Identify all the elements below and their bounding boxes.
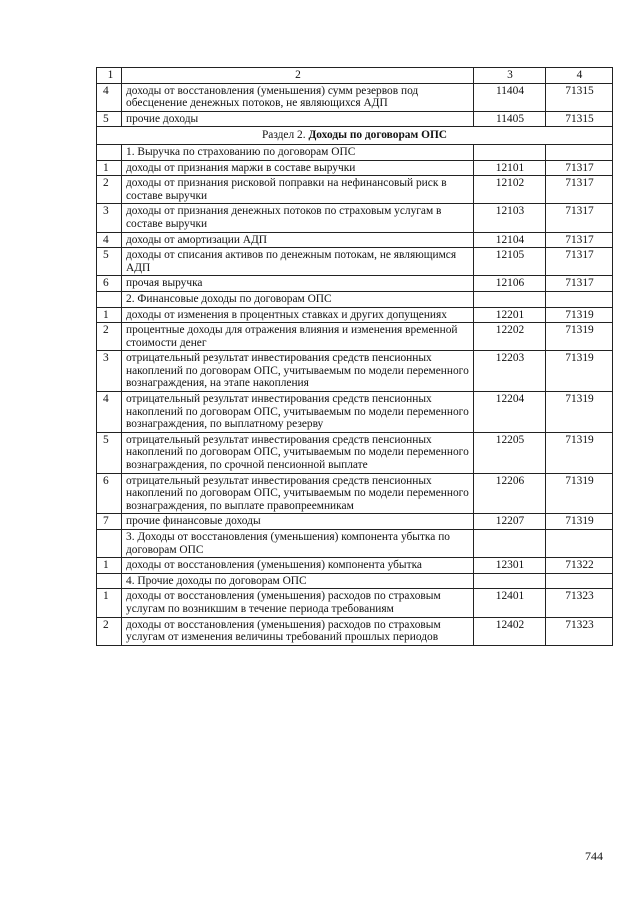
section-heading: Доходы по договорам ОПС bbox=[308, 129, 448, 142]
header-col-4: 4 bbox=[546, 68, 613, 84]
empty-cell bbox=[474, 144, 546, 160]
row-account: 71315 bbox=[546, 111, 613, 127]
row-description: доходы от амортизации АДП bbox=[122, 232, 474, 248]
row-number: 1 bbox=[97, 589, 122, 617]
table-row bbox=[97, 514, 613, 530]
table-row bbox=[97, 351, 613, 392]
row-number: 6 bbox=[97, 276, 122, 292]
row-account: 71319 bbox=[546, 323, 613, 351]
table-row bbox=[97, 276, 613, 292]
table-row bbox=[97, 176, 613, 204]
row-description: прочие доходы bbox=[122, 111, 474, 127]
row-number: 4 bbox=[97, 232, 122, 248]
row-account: 71319 bbox=[546, 514, 613, 530]
row-number: 3 bbox=[97, 351, 122, 392]
header-row bbox=[97, 68, 613, 84]
subsection-title: 3. Доходы от восстановления (уменьшения) компонента убытка по договорам ОПС bbox=[122, 530, 474, 558]
row-description: доходы от восстановления (уменьшения) сумм резервов под обесценение денежных потоков, не являющихся АДП bbox=[122, 83, 474, 111]
subsection-row bbox=[97, 144, 613, 160]
row-account: 71315 bbox=[546, 83, 613, 111]
row-number: 4 bbox=[97, 392, 122, 433]
empty-cell bbox=[474, 291, 546, 307]
row-description: прочие финансовые доходы bbox=[122, 514, 474, 530]
row-number: 1 bbox=[97, 558, 122, 574]
row-account: 71317 bbox=[546, 232, 613, 248]
row-account: 71317 bbox=[546, 176, 613, 204]
row-number: 3 bbox=[97, 204, 122, 232]
empty-cell bbox=[546, 144, 613, 160]
subsection-title: 1. Выручка по страхованию по договорам ОПС bbox=[122, 144, 474, 160]
row-account: 71319 bbox=[546, 432, 613, 473]
row-description: доходы от списания активов по денежным потокам, не являющимся АДП bbox=[122, 248, 474, 276]
row-account: 71317 bbox=[546, 160, 613, 176]
subsection-title: 2. Финансовые доходы по договорам ОПС bbox=[122, 291, 474, 307]
row-account: 71319 bbox=[546, 307, 613, 323]
empty-cell bbox=[97, 144, 122, 160]
row-code: 12101 bbox=[474, 160, 546, 176]
row-number: 1 bbox=[97, 307, 122, 323]
row-description: отрицательный результат инвестирования средств пенсионных накоплений по договорам ОПС, учитываемым по модели переменного вознаграждения, по выплате правопреемникам bbox=[122, 473, 474, 514]
row-account: 71317 bbox=[546, 204, 613, 232]
table-row bbox=[97, 432, 613, 473]
row-code: 12205 bbox=[474, 432, 546, 473]
empty-cell bbox=[546, 291, 613, 307]
row-code: 12105 bbox=[474, 248, 546, 276]
row-account: 71323 bbox=[546, 617, 613, 645]
row-account: 71317 bbox=[546, 276, 613, 292]
row-description: отрицательный результат инвестирования средств пенсионных накоплений по договорам ОПС, учитываемым по модели переменного вознаграждения, на этапе накопления bbox=[122, 351, 474, 392]
empty-cell bbox=[97, 530, 122, 558]
table-row bbox=[97, 248, 613, 276]
subsection-row bbox=[97, 573, 613, 589]
row-code: 12102 bbox=[474, 176, 546, 204]
row-code: 12104 bbox=[474, 232, 546, 248]
empty-cell bbox=[474, 530, 546, 558]
row-description: прочая выручка bbox=[122, 276, 474, 292]
table-row bbox=[97, 323, 613, 351]
table-row bbox=[97, 589, 613, 617]
row-description: доходы от признания рисковой поправки на нефинансовый риск в составе выручки bbox=[122, 176, 474, 204]
row-account: 71323 bbox=[546, 589, 613, 617]
row-code: 12401 bbox=[474, 589, 546, 617]
table-row bbox=[97, 558, 613, 574]
row-number: 5 bbox=[97, 248, 122, 276]
header-col-2: 2 bbox=[122, 68, 474, 84]
row-code: 11405 bbox=[474, 111, 546, 127]
section-row bbox=[97, 127, 613, 145]
row-code: 12103 bbox=[474, 204, 546, 232]
header-col-3: 3 bbox=[474, 68, 546, 84]
empty-cell bbox=[546, 573, 613, 589]
row-number: 4 bbox=[97, 83, 122, 111]
section-title bbox=[97, 127, 613, 145]
table-row bbox=[97, 111, 613, 127]
empty-cell bbox=[474, 573, 546, 589]
table-row bbox=[97, 204, 613, 232]
row-number: 5 bbox=[97, 432, 122, 473]
row-code: 12203 bbox=[474, 351, 546, 392]
row-account: 71322 bbox=[546, 558, 613, 574]
section-prefix: Раздел 2. bbox=[261, 129, 306, 142]
subsection-row bbox=[97, 530, 613, 558]
table-body bbox=[97, 68, 613, 646]
row-description: доходы от восстановления (уменьшения) компонента убытка bbox=[122, 558, 474, 574]
table-row bbox=[97, 473, 613, 514]
table-row bbox=[97, 160, 613, 176]
row-code: 12201 bbox=[474, 307, 546, 323]
row-number: 1 bbox=[97, 160, 122, 176]
subsection-row bbox=[97, 291, 613, 307]
row-code: 12202 bbox=[474, 323, 546, 351]
row-number: 2 bbox=[97, 323, 122, 351]
row-code: 12204 bbox=[474, 392, 546, 433]
empty-cell bbox=[97, 291, 122, 307]
empty-cell bbox=[97, 573, 122, 589]
row-account: 71317 bbox=[546, 248, 613, 276]
row-account: 71319 bbox=[546, 351, 613, 392]
accounts-table bbox=[96, 67, 613, 646]
row-number: 2 bbox=[97, 176, 122, 204]
row-description: отрицательный результат инвестирования средств пенсионных накоплений по договорам ОПС, учитываемым по модели переменного вознаграждения, по срочной пенсионной выплате bbox=[122, 432, 474, 473]
row-number: 2 bbox=[97, 617, 122, 645]
row-description: доходы от восстановления (уменьшения) расходов по страховым услугам от изменения величины требований прошлых периодов bbox=[122, 617, 474, 645]
empty-cell bbox=[546, 530, 613, 558]
row-code: 12207 bbox=[474, 514, 546, 530]
table-row bbox=[97, 307, 613, 323]
row-code: 12206 bbox=[474, 473, 546, 514]
table-row bbox=[97, 392, 613, 433]
page-number: 744 bbox=[585, 849, 603, 863]
row-description: процентные доходы для отражения влияния и изменения временной стоимости денег bbox=[122, 323, 474, 351]
row-account: 71319 bbox=[546, 392, 613, 433]
header-col-1: 1 bbox=[97, 68, 122, 84]
table-row bbox=[97, 617, 613, 645]
row-code: 12402 bbox=[474, 617, 546, 645]
row-code: 12106 bbox=[474, 276, 546, 292]
row-description: отрицательный результат инвестирования средств пенсионных накоплений по договорам ОПС, учитываемым по модели переменного вознаграждения, по выплатному резерву bbox=[122, 392, 474, 433]
row-account: 71319 bbox=[546, 473, 613, 514]
row-description: доходы от изменения в процентных ставках и других допущениях bbox=[122, 307, 474, 323]
row-number: 5 bbox=[97, 111, 122, 127]
row-number: 7 bbox=[97, 514, 122, 530]
row-description: доходы от восстановления (уменьшения) расходов по страховым услугам по возникшим в течение периода требованиям bbox=[122, 589, 474, 617]
row-description: доходы от признания маржи в составе выручки bbox=[122, 160, 474, 176]
row-description: доходы от признания денежных потоков по страховым услугам в составе выручки bbox=[122, 204, 474, 232]
row-number: 6 bbox=[97, 473, 122, 514]
table-row bbox=[97, 232, 613, 248]
row-code: 11404 bbox=[474, 83, 546, 111]
table-row bbox=[97, 83, 613, 111]
row-code: 12301 bbox=[474, 558, 546, 574]
subsection-title: 4. Прочие доходы по договорам ОПС bbox=[122, 573, 474, 589]
